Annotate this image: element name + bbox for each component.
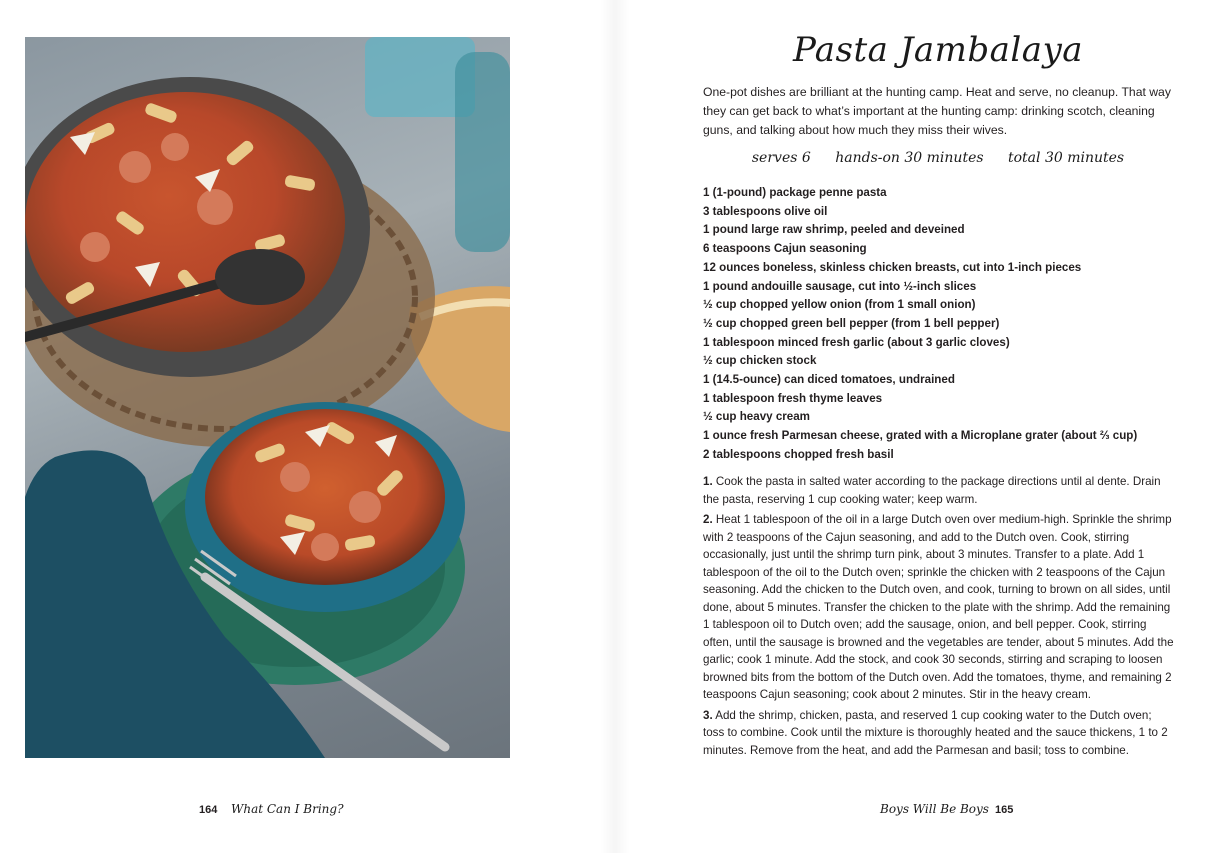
page-number-left: 164 (199, 804, 218, 816)
running-head-left: What Can I Bring? (231, 802, 344, 816)
ingredient-item: 1 ounce fresh Parmesan cheese, grated with a Microplane grater (about ⅔ cup) (703, 429, 1138, 443)
ingredient-item: ½ cup chopped green bell pepper (from 1 bell pepper) (703, 316, 1000, 330)
step-number: 1. (703, 475, 713, 488)
ingredient-item: 1 (14.5-ounce) can diced tomatoes, undrained (703, 373, 955, 387)
ingredient-item: 1 pound andouille sausage, cut into ½-inch slices (703, 279, 977, 293)
step-text: Heat 1 tablespoon of the oil in a large Dutch oven over medium-high. Sprinkle the shrimp with 2 teaspoons of the Cajun seasoning, and add to the Dutch oven. Cook, stirring occasionally, just until the shrimp turn pink, about 3 minutes. Transfer to a plate. Add 1 tablespoon of the oil to the Dutch oven; sprinkle the chicken with 2 teaspoons of the Cajun seasoning. Add the chicken to the Dutch oven, and cook, turning to brown on all sides, until done, about 5 minutes. Transfer the chicken to the plate with the shrimp. Add the remaining 1 tablespoon oil to Dutch oven; add the sausage, onion, and bell pepper. Cook, stirring often, until the sausage is browned and the vegetables are tender, about 5 minutes. Add the garlic; cook 1 minute. Add the stock, and cook 30 seconds, stirring and scraping to loosen browned bits from the bottom of the Dutch oven. Add the tomatoes, thyme, and remaining 2 teaspoons Cajun seasoning; cook about 2 minutes. Stir in the heavy cream. (703, 513, 1174, 701)
ingredient-item: 1 tablespoon fresh thyme leaves (703, 391, 883, 405)
step-text: Cook the pasta in salted water according to the package directions until al dente. Drain the pasta, reserving 1 cup cooking water; keep warm. (703, 475, 1161, 506)
step-number: 3. (703, 708, 713, 722)
step-text: Add the shrimp, chicken, pasta, and reserved 1 cup cooking water to the Dutch oven; toss to combine. Cook until the mixture is thoroughly heated and the sauce thickens, 1 to 2 minutes. Remove from the heat, and add the Parmesan and basil; toss to combine. (703, 708, 1168, 757)
recipe-photo (25, 37, 510, 758)
ingredient-item: 2 tablespoons chopped fresh basil (703, 447, 894, 461)
step-1 (703, 473, 1175, 508)
book-gutter-shadow (600, 0, 630, 853)
step-3 (703, 707, 1175, 760)
running-head-right: Boys Will Be Boys (880, 802, 989, 816)
ingredient-item: 6 teaspoons Cajun seasoning (703, 242, 867, 256)
ingredient-item: ½ cup chopped yellow onion (from 1 small onion) (703, 298, 976, 312)
ingredient-item: ½ cup chicken stock (703, 354, 817, 368)
step-2 (703, 511, 1175, 704)
recipe-steps (703, 473, 1175, 762)
recipe-meta (703, 150, 1173, 166)
recipe-intro: One-pot dishes are brilliant at the hunting camp. Heat and serve, no cleanup. That way they can get back to what’s important at the hunting camp: drinking scotch, cleaning guns, and talking about how much they miss their wives. (703, 85, 1171, 137)
step-number: 2. (703, 513, 713, 526)
ingredient-item: 1 (1-pound) package penne pasta (703, 186, 887, 199)
ingredients-list (703, 184, 1173, 465)
ingredient-item: ½ cup heavy cream (703, 410, 810, 424)
ingredient-item: 12 ounces boneless, skinless chicken breasts, cut into 1-inch pieces (703, 260, 1082, 274)
ingredient-item: 1 pound large raw shrimp, peeled and deveined (703, 223, 965, 237)
ingredient-item: 1 tablespoon minced fresh garlic (about 3 garlic cloves) (703, 335, 1010, 349)
total-time: total 30 minutes (1008, 150, 1125, 166)
ingredient-item: 3 tablespoons olive oil (703, 204, 828, 218)
servings: serves 6 (751, 150, 811, 166)
hands-on-time: hands-on 30 minutes (835, 150, 984, 166)
recipe-title: Pasta Jambalaya (792, 30, 1084, 70)
glass-icon-2 (455, 52, 510, 252)
page-number-right: 165 (995, 804, 1014, 816)
photo-illustration (25, 37, 510, 758)
